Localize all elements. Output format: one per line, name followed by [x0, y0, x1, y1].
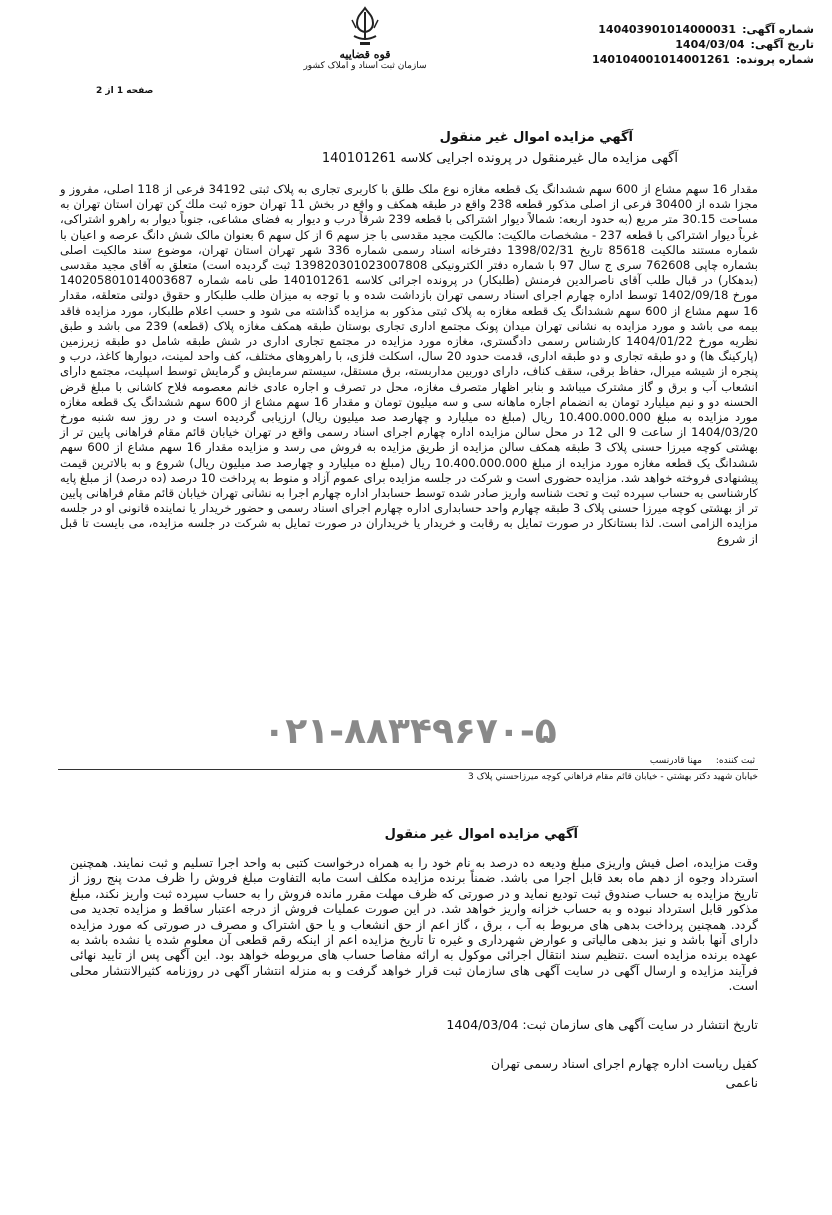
- emblem-text-organization: سازمان ثبت اسناد و املاک کشور: [303, 61, 427, 71]
- notice-title-continued: آگهي مزايده اموال غير منقول: [384, 827, 578, 842]
- notice-title: آگهي مزايده اموال غير منقول: [439, 130, 633, 145]
- auction-notice-section-1: [60, 130, 758, 547]
- phone-watermark: ۰۲۱-۸۸۳۴۹۶۷۰-۵: [263, 711, 557, 752]
- registrar-label: ثبت کننده:: [715, 756, 755, 766]
- ad-date: 1404/03/04: [675, 38, 745, 51]
- office-address: خیابان شهید دکتر بهشتي - خیابان قائم مقام فراهاني کوچه میرزاحسني پلاک 3: [468, 772, 758, 782]
- publish-date-line: [70, 1017, 758, 1032]
- file-number-label: شماره پرونده:: [735, 53, 814, 66]
- ad-number: 140403901014000031: [598, 23, 737, 36]
- ad-date-label: تاریخ آگهی:: [750, 38, 814, 51]
- signer-title: کفیل ریاست اداره چهارم اجرای اسناد رسمی تهران: [491, 1055, 758, 1071]
- signer-name: ناعمی: [725, 1074, 758, 1090]
- emblem-icon: [348, 6, 382, 46]
- judiciary-emblem: [300, 6, 430, 71]
- file-number-row: [432, 52, 814, 67]
- file-number: 140104001014001261: [592, 53, 730, 66]
- notice-subtitle: آگهی مزایده مال غیرمنقول در پرونده اجرایی کلاسه 140101261: [321, 151, 678, 166]
- notice-body: مقدار 16 سهم مشاع از 600 سهم ششدانگ یک قطعه مغازه نوع ملک طلق با کاربری تجاری به پلاک ثبتی 34192 فرعی از 118 اصلی، مفروز و مجزا شده از 30400 فرعی از اصلی مذکور قطعه 238 واقع در طبقه همکف و واقع در بخش 11 تهران حوزه ثبت ملك كن تهران استان تهران به مساحت 30.15 متر مربع (به حدود اربعه: شمالاً دیوار اشتراکی با قطعه 239 شرقاً درب و دیوار به فضای مشاعی، جنوباً دیوار به راهرو اشتراکی، غرباً دیوار اشتراکی با قطعه 237 - مشخصات مالکیت: مالکیت مجید مقدسی با جز سهم 6 از کل سهم 6 بعنوان مالک شش دانگ عرصه و اعیان با شماره مستند مالکیت 85618 تاریخ 1398/02/31 دفترخانه اسناد رسمی شماره 336 شهر تهران استان تهران، موضوع سند مالکیت اصلی بشماره چاپی 762608 سری ج سال 97 با شماره دفتر الکترونیکی 139820301023007808 ثبت گردیده است) متعلق به آقای مجید مقدسی (بدهکار) در قبال طلب آقای ناصرالدین فرمنش (طلبکار) در پرونده اجرائی کلاسه 140101261 طی نامه شماره 140205801014003687 مورخ 1402/09/18 توسط اداره چهارم اجرای اسناد رسمی تهران بازداشت شده و با توجه به میزان طلب طلبکار و حقوق دولتی متعلقه، مقدار 16 سهم مشاع از 600 سهم ششدانگ یک قطعه مغازه به پلاک ثبتی مذکور به مزایده گذاشته می شود و حسب اعلام طلبکار، مورد مزایده فاقد بیمه می باشد و مورد مزایده به نشانی تهران میدان پونک مجتمع اداری تجاری بوستان طبقه همکف مغازه پلاک (قطعه) 239 می باشد و طبق نظریه مورخ 1404/01/22 کارشناس رسمی دادگستری، مغازه مورد مزایده در مجتمع تجاری اداری در شش طبقه شامل دو طبقه زیرزمین (پارکینگ ها) و دو طبقه تجاری و دو طبقه اداری، قدمت حدود 20 سال، اسکلت فلزی، با راهروهای مختلف، کف واحد لمینت، دیوارها کاغذ، درب و پنجره از شیشه میرال، حفاظ برقی، سقف کناف، دارای دوربین مداربسته، برق مستقل، سیستم سرمایش و گرمایش توسط اسپلیت، مجتمع دارای انشعاب آب و برق و گاز مشترک میباشد و بنابر اظهار متصرف مغازه، محل در تصرف و اجاره عادی خانم معصومه فلاح کاشانی با مبلغ قرض الحسنه دو و نیم میلیارد تومان به انضمام اجاره ماهانه سی و سه میلیون تومان و مقدار 16 سهم مشاع از 600 سهم ششدانگ یک قطعه مغازه مورد مزایده به مبلغ 10.400.000.000 ریال (مبلغ ده میلیارد و چهارصد صد میلیون ریال) ارزیابی گردیده است و در روز سه شنبه مورخ 1404/03/20 از ساعت 9 الی 12 در محل سالن مزایده اداره چهارم اجرای اسناد رسمی واقع در تهران خیابان قائم مقام فراهانی پایین تر از بهشتی کوچه میرزا حسنی پلاک 3 طبقه همکف سالن مزایده از طریق مزایده به فروش می رسد و مزایده مقدار 16 سهم مشاع از 600 سهم ششدانگ یک قطعه مغازه مورد مزایده از مبلغ 10.400.000.000 ریال (مبلغ ده میلیارد و چهارصد صد میلیون ریال) شروع و به بالاترین قیمت پیشنهادی فروخته خواهد شد. مزایده حضوری است و شرکت در جلسه مزایده برای عموم آزاد و منوط به پرداخت 10 درصد (ده درصد) از مبلغ پایه کارشناسی به حساب سپرده ثبت و تحت شناسه واریز صادر شده توسط حسابدار اداره چهارم اجرا به نشانی تهران خیابان قائم مقام فراهانی پایین تر از بهشتی کوچه میرزا حسنی پلاک 3 طبقه چهارم واحد حسابداری اداره چهارم اجرای اسناد رسمی و حضور خریدار یا نماینده قانونی او در جلسه مزایده الزامی است. لذا بستانکار در صورت تمایل به رقابت و خریدار یا خریداران در صورت تمایل به شرکت در جلسه مزایده، می بایست تا قبل از شروع: [60, 182, 759, 546]
- ad-meta: [432, 22, 814, 67]
- ad-date-row: [432, 37, 814, 52]
- publish-date-label: تاریخ انتشار در سایت آگهی های سازمان ثبت:: [522, 1016, 758, 1032]
- ad-number-row: [432, 22, 814, 37]
- auction-notice-section-2: [70, 827, 758, 1090]
- ad-number-label: شماره آگهی:: [742, 23, 814, 36]
- registrar: [470, 756, 755, 766]
- page-number: صفحه 1 از 2: [96, 86, 154, 96]
- emblem-text-judiciary: قوه قضاییه: [339, 48, 391, 61]
- registrar-name: مهنا قادرنسب: [649, 756, 702, 766]
- divider: [58, 769, 758, 770]
- notice-body-continued: وقت مزایده، اصل فیش واریزی مبلغ ودیعه ده درصد به نام خود را به همراه درخواست کتبی به واحد اجرا تسلیم و ثبت نمایند. همچنین استرداد وجوه از دهم ماه بعد قابل اجرا می باشد. ضمناً برنده مزایده مکلف است مابه التفاوت مبلغ فروش را ظرف مدت پنج روز از تاریخ مزایده به حساب صندوق ثبت تودیع نماید و در صورتی که ظرف مهلت مقرر مانده فروش را به حساب سپرده ثبت واریز نکند، مبلغ مذکور قابل استرداد نبوده و به حساب خزانه واریز خواهد شد. در این صورت عملیات فروش از درجه اعتبار ساقط و مزایده تجدید می گردد. همچنین پرداخت بدهی های مربوط به آب ، برق ، گاز اعم از حق انشعاب و یا حق اشتراک و مصرف در صورتی که مورد مزایده دارای آنها باشد و نیز بدهی مالیاتی و عوارض شهرداری و غیره تا تاریخ مزایده اعم از اینکه رقم قطعی آن معلوم شده یا نشده باشد به عهده برنده مزایده است .تنظیم سند انتقال اجرائی موکول به ارائه مفاصا حساب های مربوطه خواهد بود. این آگهی پس از تایید نهائی فرآیند مزایده و ارسال آگهی در سایت آگهی های سازمان ثبت قرار خواهد گرفت و به منزله انتشار آگهی در روزنامه کثیرالانتشار محلی است.: [70, 856, 758, 994]
- publish-date: 1404/03/04: [446, 1016, 519, 1032]
